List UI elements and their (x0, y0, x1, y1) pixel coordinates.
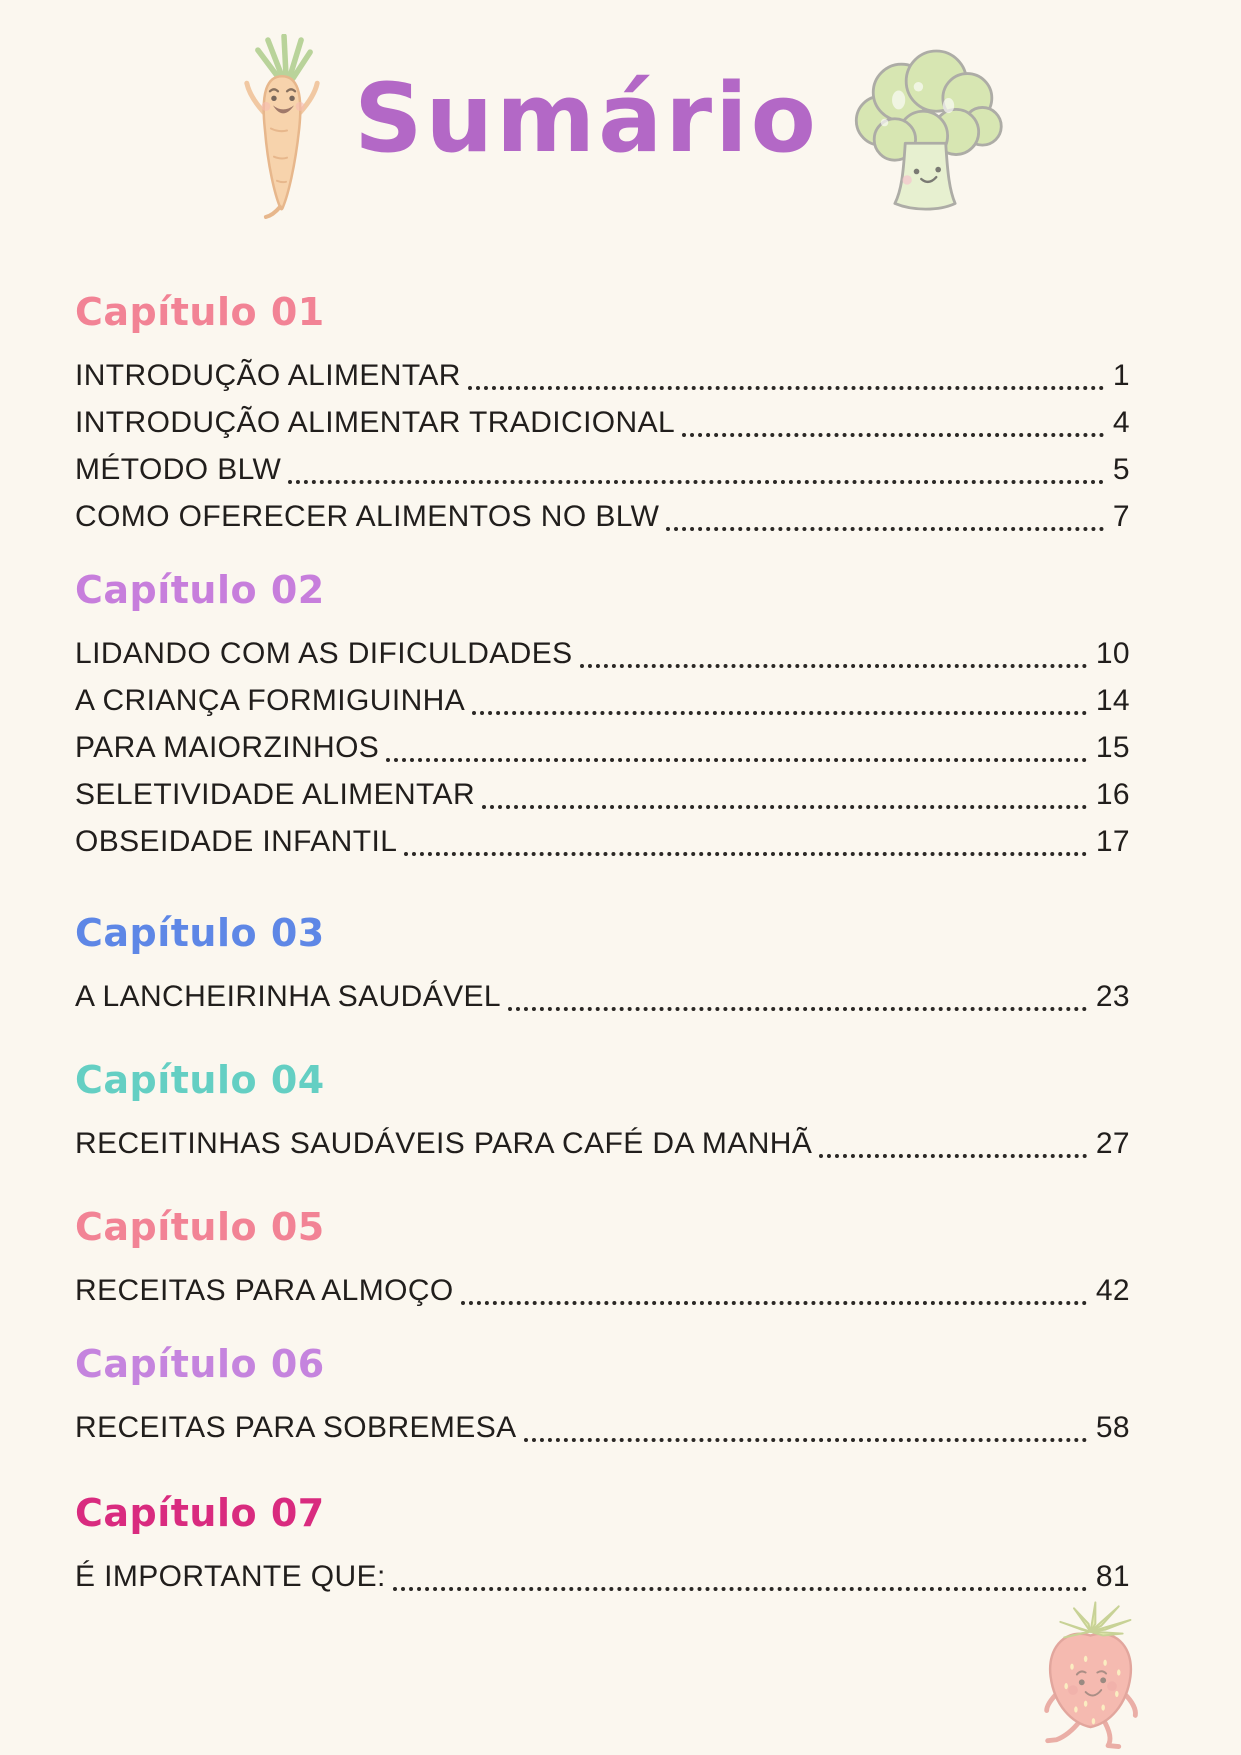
toc-entry-page: 7 (1112, 500, 1130, 533)
dot-leader (682, 433, 1104, 437)
carrot-icon (236, 34, 328, 220)
toc-entry-page: 58 (1095, 1411, 1130, 1444)
toc-entry[interactable] (75, 1120, 1130, 1167)
toc-entry-label: RECEITAS PARA SOBREMESA (75, 1411, 517, 1444)
toc-entry-label: RECEITAS PARA ALMOÇO (75, 1274, 454, 1307)
chapter-heading: Capítulo 01 (75, 290, 325, 334)
broccoli-icon (845, 47, 1005, 215)
toc-entry-label: A CRIANÇA FORMIGUINHA (75, 684, 466, 717)
toc-entry-page: 15 (1095, 731, 1130, 764)
dot-leader (508, 1007, 1087, 1011)
toc-entry-label: COMO OFERECER ALIMENTOS NO BLW (75, 500, 660, 533)
toc-entry-page: 81 (1095, 1560, 1130, 1593)
toc-entry[interactable] (75, 630, 1130, 677)
dot-leader (666, 527, 1104, 531)
toc-entry-label: SELETIVIDADE ALIMENTAR (75, 778, 476, 811)
toc-entry[interactable] (75, 724, 1130, 771)
toc-entry-label: INTRODUÇÃO ALIMENTAR (75, 359, 461, 392)
toc-entry[interactable] (75, 771, 1130, 818)
toc-entry-label: LIDANDO COM AS DIFICULDADES (75, 637, 573, 670)
header (0, 0, 1241, 220)
toc-entry-label: MÉTODO BLW (75, 453, 282, 486)
chapter-section-03 (75, 911, 1130, 1020)
toc-entry[interactable] (75, 399, 1130, 446)
toc-entry[interactable] (75, 677, 1130, 724)
dot-leader (524, 1438, 1087, 1442)
chapter-heading: Capítulo 02 (75, 568, 325, 612)
chapter-heading: Capítulo 05 (75, 1205, 325, 1249)
toc-entry-label: RECEITINHAS SAUDÁVEIS PARA CAFÉ DA MANHÃ (75, 1127, 813, 1160)
toc-entry[interactable] (75, 973, 1130, 1020)
toc-entry[interactable] (75, 493, 1130, 540)
dot-leader (580, 664, 1087, 668)
dot-leader (461, 1301, 1087, 1305)
table-of-contents (0, 290, 1241, 1600)
toc-entry-page: 1 (1112, 359, 1130, 392)
toc-entry[interactable] (75, 446, 1130, 493)
chapter-heading: Capítulo 07 (75, 1491, 325, 1535)
toc-entry-page: 23 (1095, 980, 1130, 1013)
toc-entry-label: INTRODUÇÃO ALIMENTAR TRADICIONAL (75, 406, 676, 439)
chapter-heading: Capítulo 06 (75, 1342, 325, 1386)
page-title: Sumário (354, 63, 819, 174)
toc-entry[interactable] (75, 1404, 1130, 1451)
toc-entry-page: 4 (1112, 406, 1130, 439)
dot-leader (288, 480, 1104, 484)
dot-leader (819, 1154, 1087, 1158)
strawberry-icon (1035, 1596, 1147, 1755)
dot-leader (468, 386, 1104, 390)
dot-leader (393, 1587, 1087, 1591)
toc-entry[interactable] (75, 1267, 1130, 1314)
toc-entry-page: 14 (1095, 684, 1130, 717)
toc-entry[interactable] (75, 1553, 1130, 1600)
chapter-section-04 (75, 1058, 1130, 1167)
toc-entry-label: É IMPORTANTE QUE: (75, 1560, 386, 1593)
dot-leader (404, 852, 1087, 856)
dot-leader (386, 758, 1087, 762)
chapter-section-02 (75, 568, 1130, 865)
toc-entry-page: 17 (1095, 825, 1130, 858)
chapter-section-05 (75, 1205, 1130, 1314)
chapter-heading: Capítulo 04 (75, 1058, 325, 1102)
toc-entry-label: PARA MAIORZINHOS (75, 731, 380, 764)
toc-entry-page: 5 (1112, 453, 1130, 486)
chapter-section-07 (75, 1491, 1130, 1600)
toc-entry-page: 42 (1095, 1274, 1130, 1307)
toc-entry-page: 27 (1095, 1127, 1130, 1160)
toc-entry-page: 16 (1095, 778, 1130, 811)
toc-entry-page: 10 (1095, 637, 1130, 670)
dot-leader (472, 711, 1087, 715)
chapter-section-06 (75, 1342, 1130, 1451)
chapter-section-01 (75, 290, 1130, 540)
toc-entry[interactable] (75, 352, 1130, 399)
toc-entry-label: OBSEIDADE INFANTIL (75, 825, 398, 858)
dot-leader (482, 805, 1087, 809)
chapter-heading: Capítulo 03 (75, 911, 325, 955)
toc-entry-label: A LANCHEIRINHA SAUDÁVEL (75, 980, 502, 1013)
toc-entry[interactable] (75, 818, 1130, 865)
